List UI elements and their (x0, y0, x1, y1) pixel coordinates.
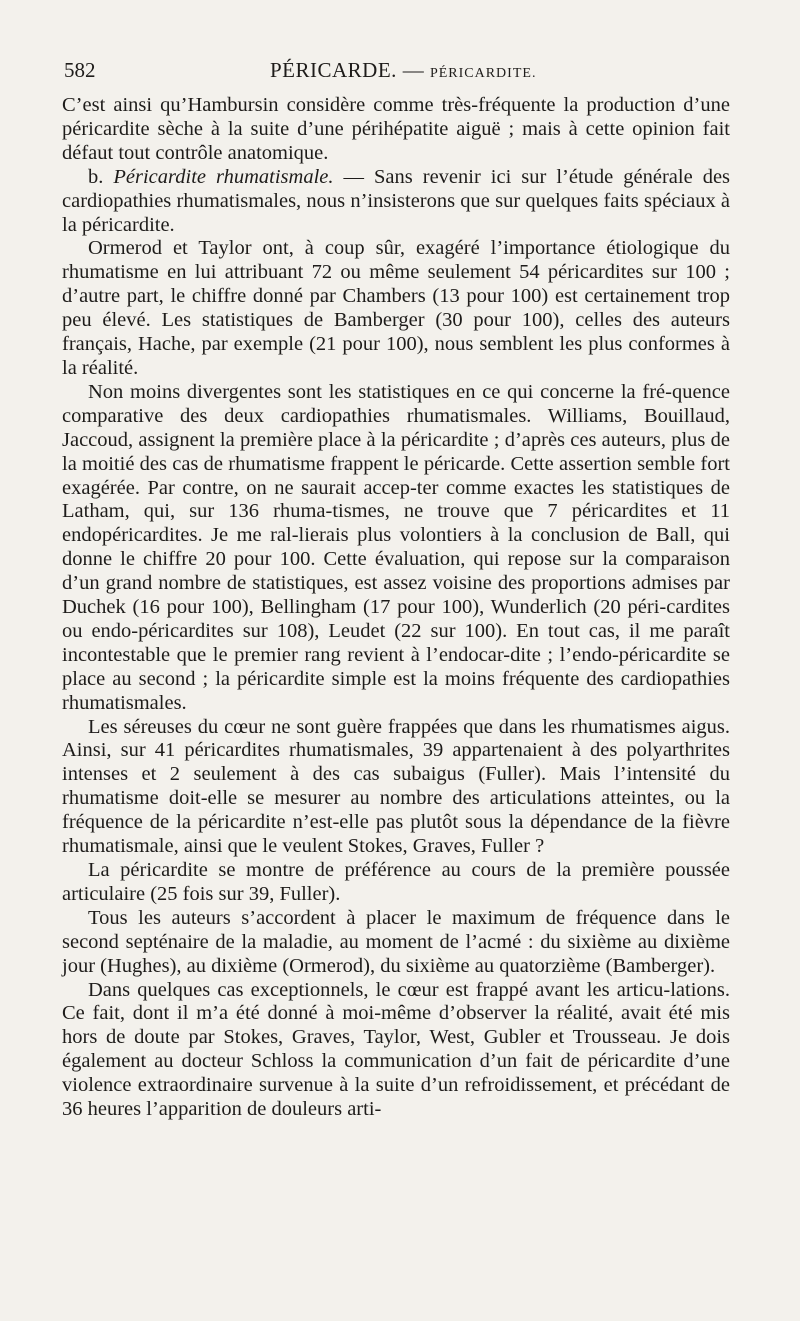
subsection-letter: b. (88, 165, 104, 188)
subsection-text: — Sans revenir ici sur l’étude générale des cardiopathies rhumatismales, nous n’insisterons que sur quelques faits spéciaux à la péricardite. (62, 165, 731, 236)
subsection-title: Péricardite rhumatismale. (113, 165, 334, 188)
running-head-dash: — (402, 58, 425, 82)
paragraph: Dans quelques cas exceptionnels, le cœur est frappé avant les articu-lations. Ce fait, dont il m’a été donné à moi-même d’observer la réalité, avait été mis hors de doute par Stokes, Graves, Taylor, West, Gubler et Trousseau. Je dois également au docteur Schloss la communication d’un fait de péricardite d’une violence extraordinaire survenue à la suite d’un refroidissement, et précédant de 36 heures l’apparition de douleurs arti- (62, 978, 730, 1121)
paragraph: C’est ainsi qu’Hambursin considère comme très-fréquente la production d’une péricardite sèche à la suite d’une périhépatite aiguë ; mais à cette opinion fait défaut tout contrôle anatomique. (62, 94, 730, 164)
running-head-subtitle: PÉRICARDITE. (429, 66, 537, 81)
paragraph: Non moins divergentes sont les statistiques en ce qui concerne la fré-quence comparative des deux cardiopathies rhumatismales. Williams, Bouillaud, Jaccoud, assignent la première place à la péricardite ; d’après ces auteurs, plus de la moitié des cas de rhumatisme frappent le péricarde. Cette assertion semble fort exagérée. Par contre, on ne saurait accep-ter comme exactes les statistiques de Latham, qui, sur 136 rhuma-tismes, ne trouve que 7 péricardites et 11 endopéricardites. Je me ral-lierais plus volontiers à la conclusion de Ball, qui donne le chiffre 20 pour 100. Cette évaluation, qui repose sur la comparaison d’un grand nombre de statistiques, est assez voisine des proportions admises par Duchek (16 pour 100), Bellingham (17 pour 100), Wunderlich (20 péri-cardites ou endo-péricardites sur 108), Leudet (22 sur 100). En tout cas, il me paraît incontestable que le premier rang revient à l’endocar-dite ; l’endo-péricardite se place au second ; la péricardite simple est la moins fréquente des cardiopathies rhumatismales. (62, 380, 730, 714)
running-head-title: PÉRICARDE. (270, 58, 397, 82)
body-text (62, 94, 730, 1122)
subsection-paragraph (62, 166, 730, 238)
page-header (64, 58, 728, 86)
paragraph: Les séreuses du cœur ne sont guère frappées que dans les rhumatismes aigus. Ainsi, sur 41 péricardites rhumatismales, 39 appartenaient à des polyarthrites intenses et 2 seulement à des cas subaigus (Fuller). Mais l’intensité du rhumatisme doit-elle se mesurer au nombre des articulations atteintes, ou la fréquence de la péricardite n’est-elle pas plutôt sous la dépendance de la fièvre rhumatismale, ainsi que le veulent Stokes, Graves, Fuller ? (62, 715, 730, 858)
paragraph: Ormerod et Taylor ont, à coup sûr, exagéré l’importance étiologique du rhumatisme en lui attribuant 72 ou même seulement 54 péricardites sur 100 ; d’autre part, le chiffre donné par Chambers (13 pour 100) est certainement trop peu élevé. Les statistiques de Bamberger (30 pour 100), celles des auteurs français, Hache, par exemple (21 pour 100), nous semblent les plus conformes à la réalité. (62, 237, 730, 379)
page-number: 582 (64, 58, 96, 82)
paragraph: Tous les auteurs s’accordent à placer le maximum de fréquence dans le second septénaire de la maladie, au moment de l’acmé : du sixième au dixième jour (Hughes), au dixième (Ormerod), du sixième au quatorzième (Bamberger). (62, 906, 730, 977)
paragraph: La péricardite se montre de préférence au cours de la première poussée articulaire (25 fois sur 39, Fuller). (62, 859, 730, 905)
running-head (270, 58, 536, 83)
